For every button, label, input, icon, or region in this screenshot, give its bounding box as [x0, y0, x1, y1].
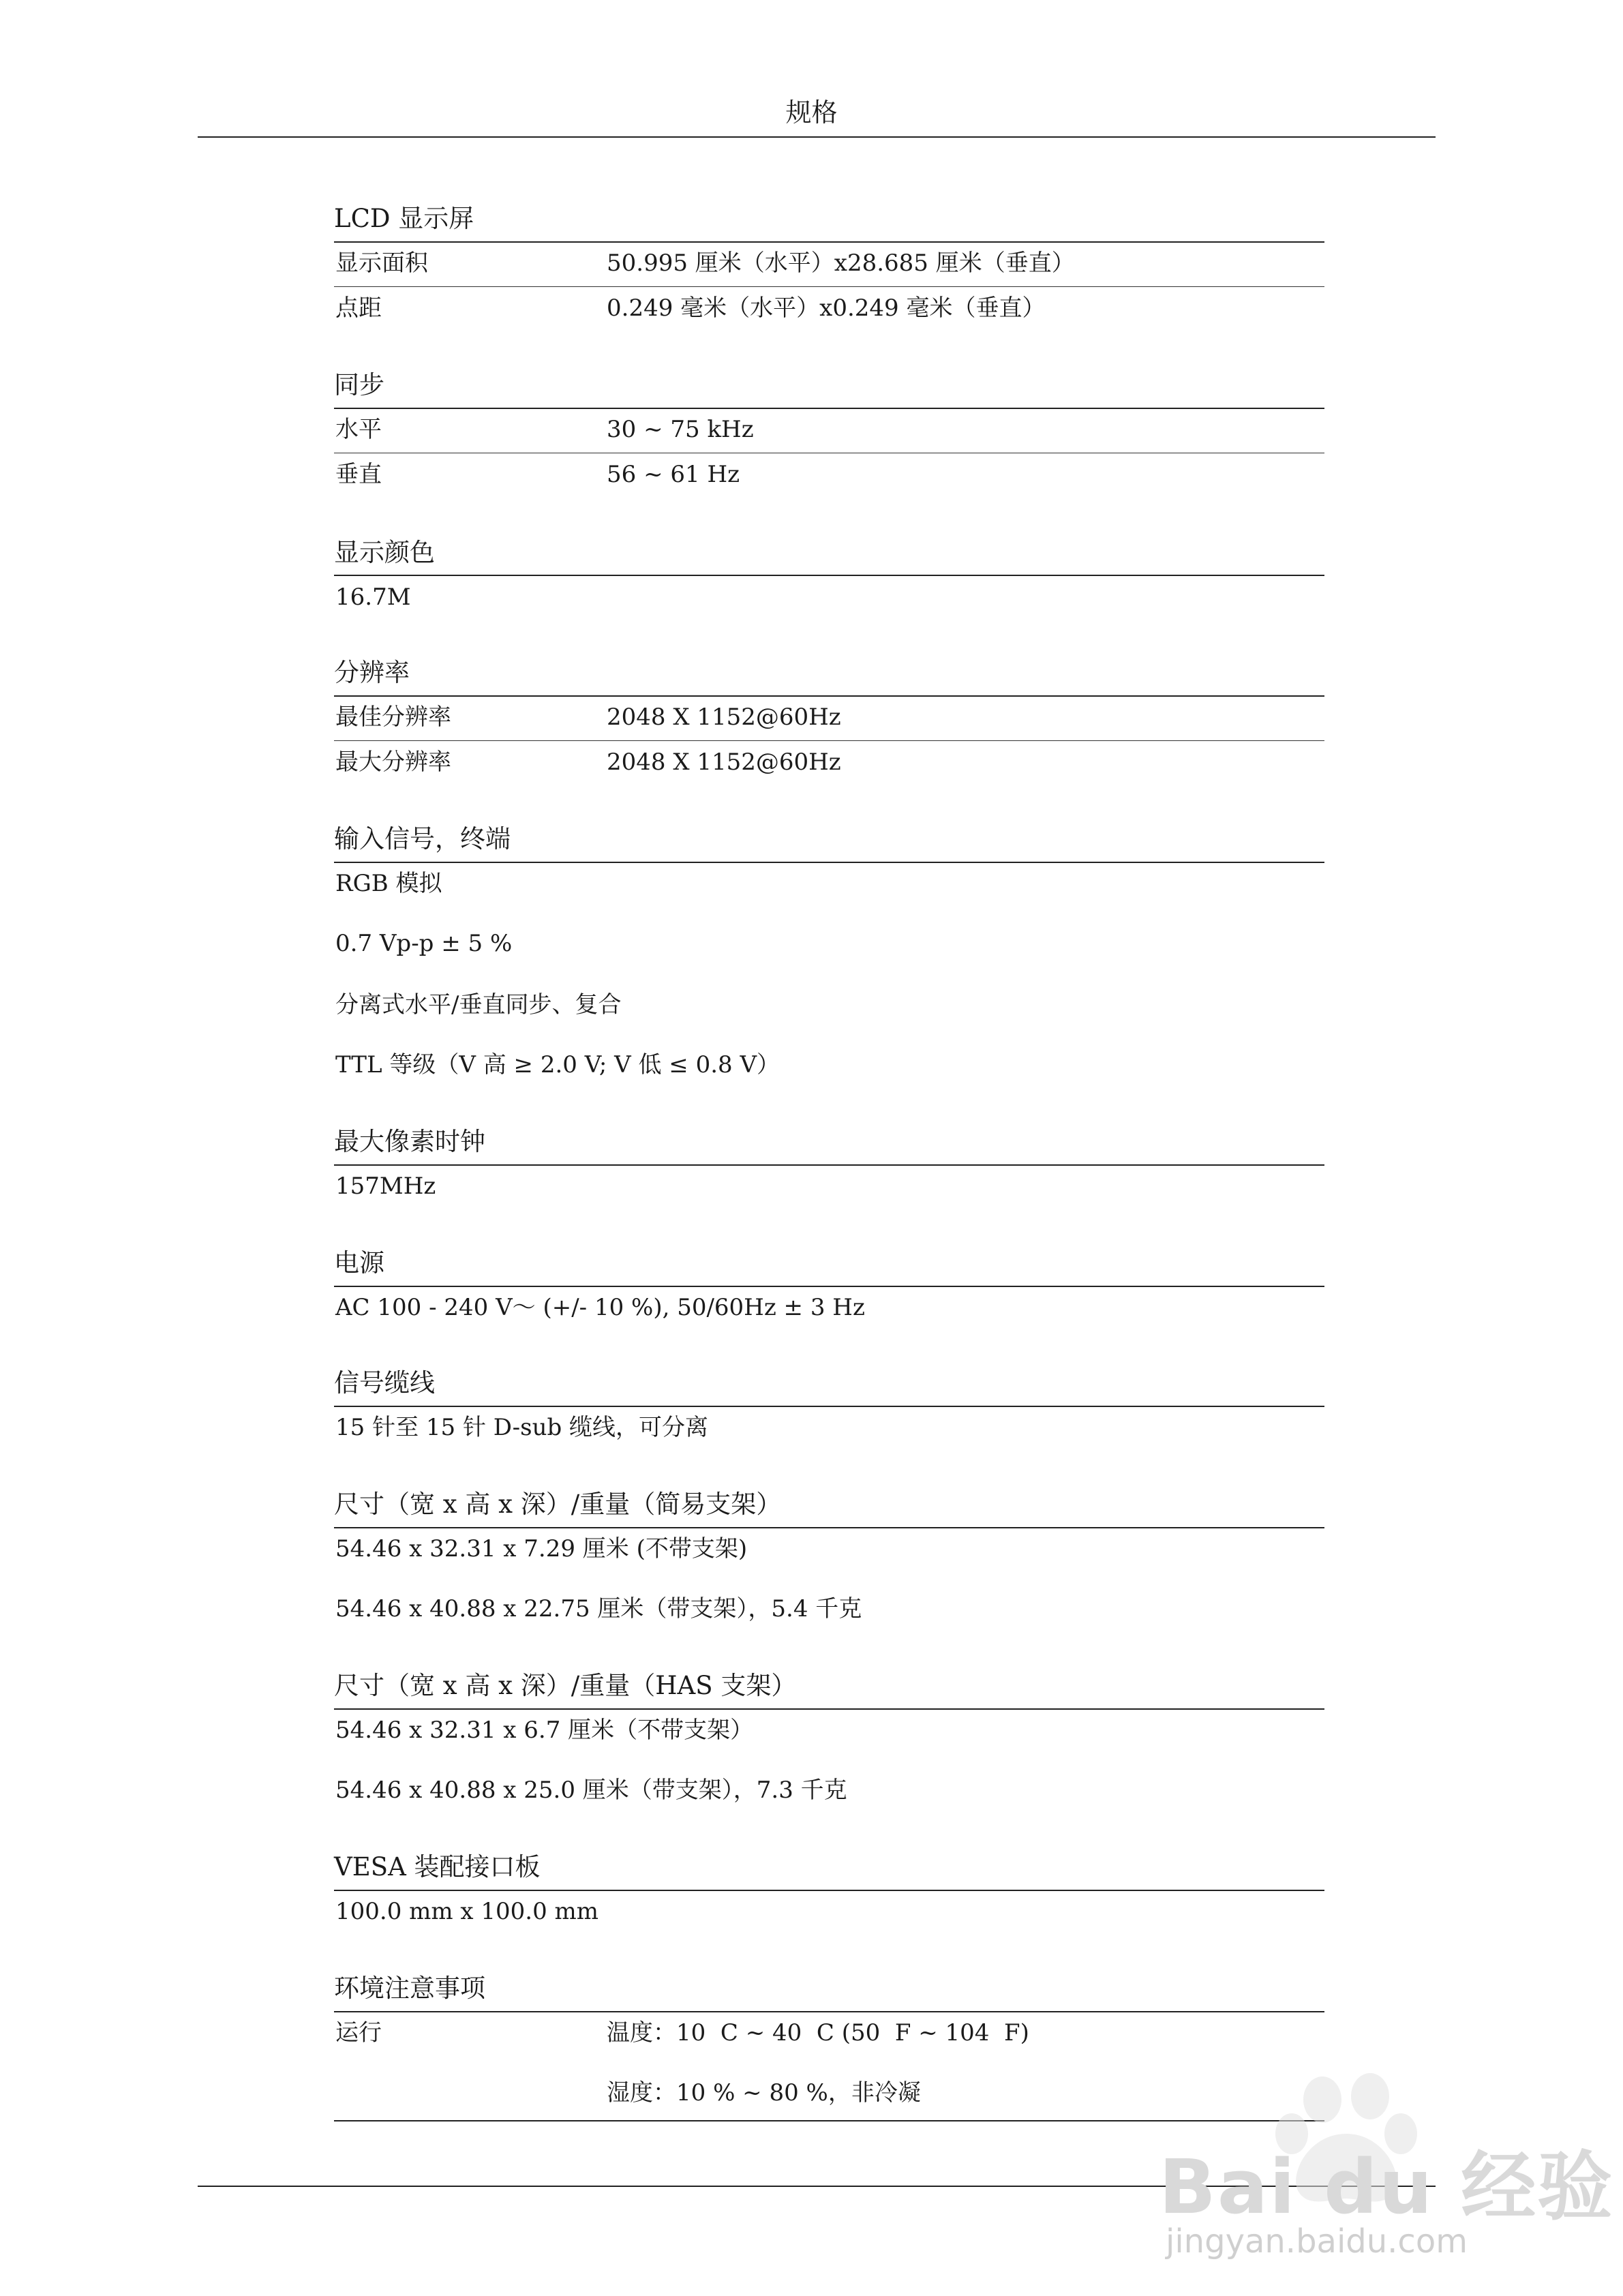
- section-rule-cable: [334, 1406, 1324, 1407]
- section-title-env: 环境注意事项: [334, 1974, 485, 2003]
- section-rule-env: [334, 2011, 1324, 2012]
- resolution-optimal-label: 最佳分辨率: [335, 704, 451, 731]
- sync-vertical-value: 56 ~ 61 Hz: [607, 461, 740, 488]
- sync-horizontal-label: 水平: [335, 416, 382, 443]
- vesa-value: 100.0 mm x 100.0 mm: [335, 1898, 599, 1925]
- env-operating-label: 运行: [335, 2019, 382, 2046]
- input-line: TTL 等级（V 高 ≥ 2.0 V; V 低 ≤ 0.8 V）: [335, 1051, 780, 1078]
- dim-has-line: 54.46 x 40.88 x 25.0 厘米（带支架），7.3 千克: [335, 1777, 847, 1804]
- section-title-dim-has: 尺寸（宽 x 高 x 深）/重量（HAS 支架）: [334, 1671, 797, 1700]
- section-rule-lcd: [334, 241, 1324, 243]
- lcd-pitch-label: 点距: [335, 294, 382, 322]
- lcd-pitch-value: 0.249 毫米（水平）x0.249 毫米（垂直）: [607, 294, 1046, 322]
- row-rule: [334, 740, 1324, 741]
- input-line: RGB 模拟: [335, 870, 442, 897]
- section-title-sync: 同步: [334, 370, 384, 399]
- section-title-input: 输入信号，终端: [334, 824, 511, 854]
- resolution-optimal-value: 2048 X 1152@60Hz: [607, 704, 841, 731]
- dim-simple-line: 54.46 x 40.88 x 22.75 厘米（带支架），5.4 千克: [335, 1595, 862, 1622]
- lcd-area-label: 显示面积: [335, 250, 428, 277]
- section-rule-power: [334, 1286, 1324, 1287]
- section-rule-vesa: [334, 1890, 1324, 1891]
- section-rule-pixel-clock: [334, 1164, 1324, 1166]
- row-rule: [334, 286, 1324, 287]
- section-rule-sync: [334, 408, 1324, 409]
- section-title-color: 显示颜色: [334, 538, 435, 567]
- sync-horizontal-value: 30 ~ 75 kHz: [607, 416, 754, 443]
- input-line: 0.7 Vp-p ± 5 %: [335, 930, 513, 957]
- section-rule-dim-simple: [334, 1527, 1324, 1528]
- section-rule-resolution: [334, 695, 1324, 697]
- env-humidity-value: 湿度：10 % ~ 80 %，非冷凝: [607, 2079, 921, 2106]
- color-value: 16.7M: [335, 584, 411, 611]
- power-value: AC 100 - 240 V～ (+/- 10 %), 50/60Hz ± 3 Hz: [335, 1294, 865, 1321]
- lcd-area-value: 50.995 厘米（水平）x28.685 厘米（垂直）: [607, 250, 1075, 277]
- section-title-lcd: LCD 显示屏: [334, 204, 474, 233]
- section-title-vesa: VESA 装配接口板: [334, 1852, 541, 1882]
- section-title-cable: 信号缆线: [334, 1368, 435, 1398]
- resolution-max-value: 2048 X 1152@60Hz: [607, 749, 841, 776]
- dim-simple-line: 54.46 x 32.31 x 7.29 厘米 (不带支架): [335, 1535, 748, 1562]
- cable-value: 15 针至 15 针 D-sub 缆线，可分离: [335, 1414, 709, 1441]
- watermark-url: jingyan.baidu.com: [1166, 2222, 1468, 2261]
- watermark-brand: Bai du 经验: [1159, 2143, 1614, 2231]
- section-title-dim-simple: 尺寸（宽 x 高 x 深）/重量（简易支架）: [334, 1490, 782, 1519]
- pixel-clock-value: 157MHz: [335, 1173, 436, 1200]
- sync-vertical-label: 垂直: [335, 461, 382, 488]
- section-title-resolution: 分辨率: [334, 658, 410, 687]
- env-temperature-value: 温度：10 C ~ 40 C (50 F ~ 104 F): [607, 2019, 1029, 2046]
- resolution-max-label: 最大分辨率: [335, 749, 451, 776]
- section-title-pixel-clock: 最大像素时钟: [334, 1127, 485, 1156]
- page-title: 规格: [785, 97, 838, 127]
- section-title-power: 电源: [334, 1248, 384, 1278]
- dim-has-line: 54.46 x 32.31 x 6.7 厘米（不带支架）: [335, 1717, 754, 1744]
- input-line: 分离式水平/垂直同步、复合: [335, 991, 622, 1018]
- section-rule-color: [334, 575, 1324, 576]
- section-rule-input: [334, 862, 1324, 863]
- section-rule-dim-has: [334, 1708, 1324, 1710]
